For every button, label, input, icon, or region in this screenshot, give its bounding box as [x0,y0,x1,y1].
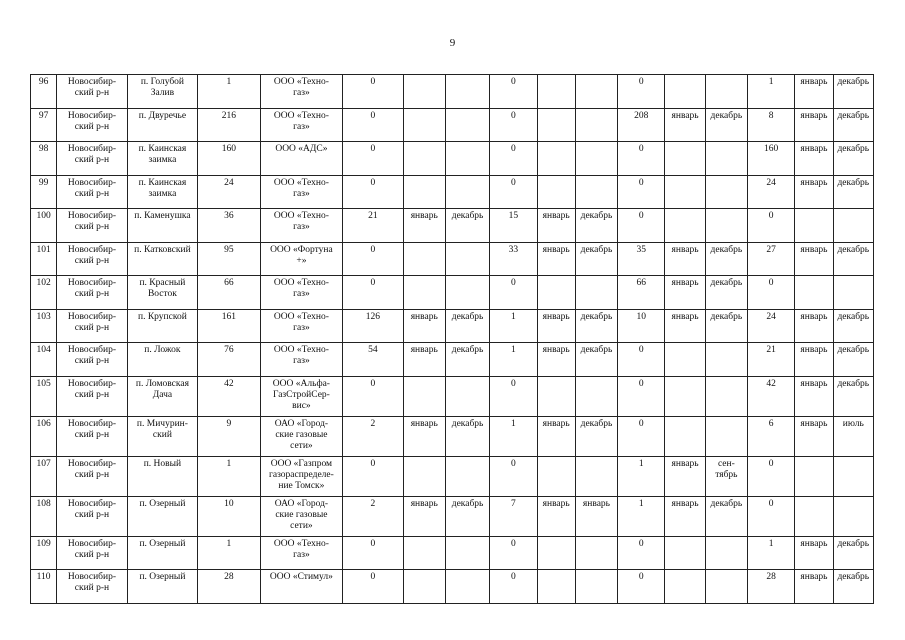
group-b-end-month [575,536,617,570]
group-b-start-month [537,108,575,142]
group-a-value: 0 [343,142,403,176]
count-cell: 10 [198,496,260,536]
group-b-end-month [575,75,617,109]
group-b-start-month: январь [537,416,575,456]
locality-cell: п. Красный Восток [127,276,198,310]
organization-cell: ООО «Техно- газ» [260,276,343,310]
group-a-value: 0 [343,276,403,310]
group-a-end-month: декабрь [445,209,489,243]
table-row [31,209,874,243]
group-c-value: 1 [618,456,665,496]
group-c-value: 0 [618,536,665,570]
group-b-end-month: декабрь [575,416,617,456]
page-number: 9 [449,37,456,49]
locality-cell: п. Голубой Залив [127,75,198,109]
organization-cell: ООО «Техно- газ» [260,175,343,209]
locality-cell: п. Мичурин- ский [127,416,198,456]
group-d-start-month: январь [795,75,833,109]
locality-cell: п. Каинская заимка [127,175,198,209]
group-d-end-month: декабрь [833,175,873,209]
row-number: 96 [31,75,57,109]
district-cell: Новосибир- ский р-н [57,276,128,310]
group-b-start-month: январь [537,209,575,243]
group-d-start-month [795,496,833,536]
group-b-value: 0 [490,142,537,176]
group-d-end-month: декабрь [833,570,873,604]
row-number: 98 [31,142,57,176]
group-c-value: 0 [618,570,665,604]
group-c-value: 0 [618,75,665,109]
group-a-value: 0 [343,376,403,416]
group-c-start-month [665,536,705,570]
table-row [31,570,874,604]
group-b-start-month: январь [537,242,575,276]
group-b-value: 7 [490,496,537,536]
table-row [31,142,874,176]
row-number: 109 [31,536,57,570]
table-row [31,309,874,343]
group-d-start-month: январь [795,343,833,377]
group-c-start-month [665,570,705,604]
group-b-start-month [537,456,575,496]
group-a-end-month [445,276,489,310]
group-b-value: 1 [490,343,537,377]
group-c-value: 0 [618,209,665,243]
locality-cell: п. Озерный [127,536,198,570]
group-a-value: 54 [343,343,403,377]
table-row [31,108,874,142]
group-a-start-month [403,276,445,310]
group-a-value: 2 [343,496,403,536]
row-number: 101 [31,242,57,276]
group-d-value: 0 [748,496,795,536]
row-number: 103 [31,309,57,343]
row-number: 97 [31,108,57,142]
count-cell: 1 [198,536,260,570]
group-d-start-month [795,209,833,243]
group-b-end-month [575,108,617,142]
group-c-end-month: сен- тябрь [705,456,747,496]
group-a-start-month [403,142,445,176]
group-d-end-month: декабрь [833,536,873,570]
organization-cell: ООО «Техно- газ» [260,309,343,343]
group-b-end-month: декабрь [575,343,617,377]
group-d-value: 8 [748,108,795,142]
group-c-end-month [705,570,747,604]
row-number: 110 [31,570,57,604]
count-cell: 95 [198,242,260,276]
group-a-start-month [403,570,445,604]
table-body [31,75,874,604]
group-d-start-month: январь [795,536,833,570]
group-c-start-month [665,209,705,243]
table-row [31,343,874,377]
group-d-value: 27 [748,242,795,276]
group-d-end-month [833,276,873,310]
district-cell: Новосибир- ский р-н [57,570,128,604]
group-a-value: 0 [343,570,403,604]
group-b-start-month: январь [537,343,575,377]
group-d-start-month: январь [795,376,833,416]
group-d-start-month: январь [795,570,833,604]
group-a-start-month: январь [403,309,445,343]
group-c-end-month: декабрь [705,276,747,310]
group-b-value: 0 [490,456,537,496]
group-b-start-month [537,75,575,109]
group-c-end-month: декабрь [705,108,747,142]
row-number: 107 [31,456,57,496]
group-b-start-month [537,376,575,416]
group-b-value: 33 [490,242,537,276]
group-a-end-month [445,175,489,209]
district-cell: Новосибир- ский р-н [57,456,128,496]
count-cell: 36 [198,209,260,243]
row-number: 100 [31,209,57,243]
group-a-end-month [445,75,489,109]
group-c-end-month [705,536,747,570]
group-c-end-month: декабрь [705,242,747,276]
group-d-end-month [833,209,873,243]
group-b-start-month [537,175,575,209]
group-a-start-month: январь [403,209,445,243]
group-c-end-month [705,142,747,176]
locality-cell: п. Каменушка [127,209,198,243]
group-a-end-month [445,536,489,570]
organization-cell: ООО «Техно- газ» [260,75,343,109]
group-d-value: 1 [748,75,795,109]
group-c-end-month [705,376,747,416]
group-b-start-month [537,276,575,310]
organization-cell: ООО «Фортуна +» [260,242,343,276]
group-c-value: 66 [618,276,665,310]
group-c-end-month [705,343,747,377]
group-d-start-month: январь [795,142,833,176]
group-d-value: 21 [748,343,795,377]
group-a-start-month [403,175,445,209]
table-row [31,416,874,456]
group-a-value: 21 [343,209,403,243]
locality-cell: п. Ложок [127,343,198,377]
group-c-value: 0 [618,376,665,416]
group-c-end-month [705,75,747,109]
group-d-end-month: июль [833,416,873,456]
group-b-end-month [575,456,617,496]
group-d-value: 160 [748,142,795,176]
group-d-start-month: январь [795,309,833,343]
group-a-end-month: декабрь [445,309,489,343]
district-cell: Новосибир- ский р-н [57,108,128,142]
group-b-value: 0 [490,536,537,570]
group-d-end-month: декабрь [833,142,873,176]
group-c-end-month: декабрь [705,496,747,536]
group-a-value: 0 [343,456,403,496]
count-cell: 161 [198,309,260,343]
district-cell: Новосибир- ский р-н [57,416,128,456]
group-a-end-month [445,108,489,142]
group-d-end-month [833,456,873,496]
district-cell: Новосибир- ский р-н [57,175,128,209]
organization-cell: ООО «Техно- газ» [260,536,343,570]
organization-cell: ООО «Техно- газ» [260,209,343,243]
group-d-end-month [833,496,873,536]
locality-cell: п. Ломовская Дача [127,376,198,416]
group-b-end-month: январь [575,496,617,536]
locality-cell: п. Крупской [127,309,198,343]
group-a-end-month [445,242,489,276]
group-c-value: 0 [618,343,665,377]
district-cell: Новосибир- ский р-н [57,496,128,536]
row-number: 102 [31,276,57,310]
group-c-start-month: январь [665,309,705,343]
group-d-value: 0 [748,209,795,243]
group-a-value: 126 [343,309,403,343]
group-c-value: 0 [618,416,665,456]
group-a-value: 0 [343,175,403,209]
district-cell: Новосибир- ский р-н [57,242,128,276]
count-cell: 216 [198,108,260,142]
group-d-start-month: январь [795,108,833,142]
district-cell: Новосибир- ский р-н [57,343,128,377]
group-c-value: 0 [618,142,665,176]
group-d-end-month: декабрь [833,75,873,109]
group-b-value: 1 [490,416,537,456]
group-a-end-month [445,142,489,176]
group-b-start-month: январь [537,496,575,536]
group-c-start-month [665,142,705,176]
organization-cell: ООО «Альфа- ГазСтройСер- вис» [260,376,343,416]
organization-cell: ООО «Техно- газ» [260,108,343,142]
table-row [31,536,874,570]
group-c-end-month [705,175,747,209]
group-c-start-month: январь [665,276,705,310]
district-cell: Новосибир- ский р-н [57,142,128,176]
group-d-value: 6 [748,416,795,456]
organization-cell: ООО «Газпром газораспределе- ние Томск» [260,456,343,496]
group-c-value: 35 [618,242,665,276]
group-b-end-month: декабрь [575,209,617,243]
group-c-start-month: январь [665,108,705,142]
group-d-start-month: январь [795,175,833,209]
group-d-start-month: январь [795,242,833,276]
locality-cell: п. Двуречье [127,108,198,142]
row-number: 104 [31,343,57,377]
group-a-end-month: декабрь [445,343,489,377]
group-b-end-month [575,142,617,176]
group-d-start-month: январь [795,416,833,456]
group-a-value: 0 [343,242,403,276]
group-a-end-month [445,376,489,416]
district-cell: Новосибир- ский р-н [57,536,128,570]
group-a-value: 0 [343,536,403,570]
table-row [31,376,874,416]
group-b-value: 1 [490,309,537,343]
row-number: 99 [31,175,57,209]
group-a-start-month [403,376,445,416]
group-a-start-month [403,75,445,109]
group-d-end-month: декабрь [833,376,873,416]
group-b-end-month [575,376,617,416]
count-cell: 76 [198,343,260,377]
group-b-end-month [575,570,617,604]
group-c-value: 1 [618,496,665,536]
group-d-value: 0 [748,456,795,496]
row-number: 105 [31,376,57,416]
group-c-start-month [665,75,705,109]
group-d-value: 1 [748,536,795,570]
group-b-end-month: декабрь [575,242,617,276]
count-cell: 24 [198,175,260,209]
group-a-start-month [403,108,445,142]
table-row [31,75,874,109]
group-c-value: 10 [618,309,665,343]
group-d-value: 24 [748,309,795,343]
district-cell: Новосибир- ский р-н [57,209,128,243]
district-cell: Новосибир- ский р-н [57,75,128,109]
group-d-end-month: декабрь [833,309,873,343]
group-a-value: 0 [343,108,403,142]
group-b-end-month: декабрь [575,309,617,343]
organization-cell: ОАО «Город- ские газовые сети» [260,496,343,536]
group-c-start-month [665,416,705,456]
table-row [31,496,874,536]
group-b-start-month [537,570,575,604]
group-c-value: 208 [618,108,665,142]
organization-cell: ООО «Стимул» [260,570,343,604]
organization-cell: ООО «Техно- газ» [260,343,343,377]
group-b-value: 0 [490,175,537,209]
count-cell: 28 [198,570,260,604]
group-a-end-month: декабрь [445,416,489,456]
count-cell: 1 [198,75,260,109]
group-c-value: 0 [618,175,665,209]
count-cell: 1 [198,456,260,496]
district-cell: Новосибир- ский р-н [57,376,128,416]
group-a-start-month [403,536,445,570]
locality-cell: п. Каинская заимка [127,142,198,176]
count-cell: 66 [198,276,260,310]
group-c-start-month: январь [665,456,705,496]
group-b-value: 0 [490,108,537,142]
locality-cell: п. Озерный [127,496,198,536]
group-a-end-month: декабрь [445,496,489,536]
locality-cell: п. Катковский [127,242,198,276]
group-c-start-month [665,376,705,416]
group-b-start-month [537,142,575,176]
data-table [30,74,874,604]
group-d-end-month: декабрь [833,343,873,377]
group-a-start-month: январь [403,496,445,536]
locality-cell: п. Новый [127,456,198,496]
group-d-end-month: декабрь [833,108,873,142]
group-d-value: 0 [748,276,795,310]
group-d-value: 24 [748,175,795,209]
organization-cell: ООО «АДС» [260,142,343,176]
group-c-end-month [705,209,747,243]
group-b-value: 0 [490,570,537,604]
group-a-start-month: январь [403,416,445,456]
count-cell: 42 [198,376,260,416]
group-d-start-month [795,456,833,496]
group-b-end-month [575,175,617,209]
group-a-end-month [445,456,489,496]
group-b-value: 0 [490,75,537,109]
group-b-end-month [575,276,617,310]
count-cell: 160 [198,142,260,176]
locality-cell: п. Озерный [127,570,198,604]
group-a-start-month [403,456,445,496]
table-row [31,242,874,276]
group-c-start-month: январь [665,496,705,536]
group-a-start-month [403,242,445,276]
group-d-value: 28 [748,570,795,604]
group-d-value: 42 [748,376,795,416]
group-b-value: 15 [490,209,537,243]
group-a-value: 2 [343,416,403,456]
group-c-start-month [665,343,705,377]
group-b-value: 0 [490,276,537,310]
table-row [31,276,874,310]
group-c-end-month [705,416,747,456]
group-b-value: 0 [490,376,537,416]
district-cell: Новосибир- ский р-н [57,309,128,343]
organization-cell: ОАО «Город- ские газовые сети» [260,416,343,456]
table-row [31,456,874,496]
table-row [31,175,874,209]
group-a-start-month: январь [403,343,445,377]
group-c-end-month: декабрь [705,309,747,343]
count-cell: 9 [198,416,260,456]
group-c-start-month: январь [665,242,705,276]
row-number: 106 [31,416,57,456]
group-d-end-month: декабрь [833,242,873,276]
group-c-start-month [665,175,705,209]
group-a-value: 0 [343,75,403,109]
group-b-start-month: январь [537,309,575,343]
group-b-start-month [537,536,575,570]
group-d-start-month [795,276,833,310]
group-a-end-month [445,570,489,604]
row-number: 108 [31,496,57,536]
